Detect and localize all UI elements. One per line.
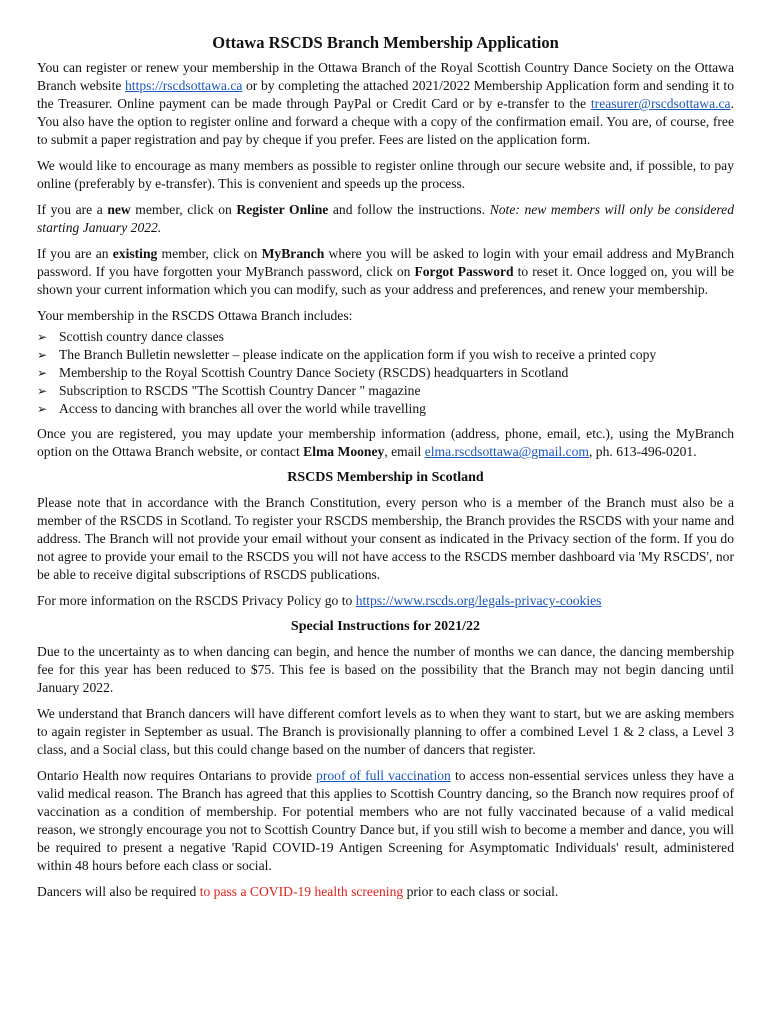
contact-name: Elma Mooney	[303, 444, 385, 459]
includes-intro: Your membership in the RSCDS Ottawa Branch includes:	[37, 308, 353, 323]
mybranch-label: MyBranch	[261, 246, 325, 261]
special-paragraph-fee: Due to the uncertainty as to when dancing can begin, and hence the number of months we can dance, the dancing membership fee for this year has been reduced to $75. This fee is based on the possibility that the Branch may not begin dancing until January 2022.	[37, 644, 734, 695]
existing-member-paragraph	[37, 245, 734, 299]
treasurer-email-link[interactable]: treasurer@rscdsottawa.ca	[590, 96, 731, 111]
intro-text: You can register or renew your membership in the Ottawa Branch of the Royal Scottish Country Dance Society on the Ottawa Branch website	[37, 60, 734, 93]
screening-text: Dancers will also be required	[37, 884, 200, 899]
vaccination-text: Ontario Health now requires Ontarians to provide	[37, 768, 317, 783]
screening-text: prior to each class or social.	[403, 884, 559, 899]
new-member-paragraph	[37, 201, 734, 237]
list-item	[37, 382, 734, 400]
intro-text: or by completing the attached 2021/2022 Membership Application form and sending it to the Treasurer. Online payment can be made through PayPal or Credit Card or by e-transfer to the	[37, 78, 735, 111]
arrow-bullet-icon: ➢	[37, 348, 48, 362]
new-member-text: member, click on	[130, 202, 237, 217]
list-item-text: Membership to the Royal Scottish Country Dance Society (RSCDS) headquarters in Scotland	[59, 365, 569, 380]
new-member-bold: new	[107, 202, 131, 217]
list-item	[37, 346, 734, 364]
contact-email-link[interactable]: elma.rscdsottawa@gmail.com	[424, 444, 589, 459]
existing-member-text: If you are an	[37, 246, 113, 261]
document-page	[37, 33, 734, 909]
list-item	[37, 400, 734, 418]
new-member-text: If you are a	[37, 202, 108, 217]
existing-member-text: where you will be asked to login with your email address and MyBranch password. If you have forgotten your MyBranch password, click on	[37, 246, 734, 279]
screening-paragraph	[37, 883, 734, 901]
includes-list	[37, 328, 734, 418]
health-screening-warning: to pass a COVID-19 health screening	[199, 884, 404, 899]
special-paragraph-classes: We understand that Branch dancers will have different comfort levels as to when they want to start, but we are asking members to again register in September as usual. The Branch is provisionally planning to offer a combined Level 1 & 2 class, a Level 3 class, and a Social class, but this could change based on the number of dancers that register.	[37, 706, 734, 757]
update-text: Once you are registered, you may update your membership information (address, phone, email, etc.), using the MyBranch option on the Ottawa Branch website, or contact	[37, 426, 734, 459]
update-text: , ph. 613-496-0201.	[589, 444, 697, 459]
list-item-text: Subscription to RSCDS "The Scottish Country Dancer " magazine	[59, 383, 421, 398]
scotland-paragraph: Please note that in accordance with the Branch Constitution, every person who is a member of the Branch must also be a member of the RSCDS in Scotland. To register your RSCDS membership, the Branch provides the RSCDS with your name and address. The Branch will not provide your email without your consent as indicated in the Privacy section of the form. If you do not agree to provide your email to the RSCDS you will not have access to the RSCDS member dashboard via 'My RSCDS', nor be able to receive digital subscriptions of RSCDS publications.	[37, 495, 734, 582]
list-item-text: Access to dancing with branches all over the world while travelling	[59, 401, 426, 416]
existing-bold: existing	[112, 246, 158, 261]
scotland-heading: RSCDS Membership in Scotland	[287, 470, 484, 485]
website-link[interactable]: https://rscdsottawa.ca	[125, 78, 243, 93]
arrow-bullet-icon: ➢	[37, 384, 48, 398]
privacy-policy-link[interactable]: https://www.rscds.org/legals-privacy-cookies	[355, 593, 602, 608]
intro-paragraph	[37, 59, 734, 149]
proof-of-vaccination-link[interactable]: proof of full vaccination	[316, 768, 451, 783]
existing-member-text: member, click on	[157, 246, 262, 261]
vaccination-paragraph	[37, 767, 734, 875]
arrow-bullet-icon: ➢	[37, 366, 48, 380]
update-info-paragraph	[37, 425, 734, 461]
new-member-text: and follow the instructions.	[328, 202, 490, 217]
forgot-password-label: Forgot Password	[414, 264, 514, 279]
privacy-paragraph	[37, 592, 734, 610]
page-title: Ottawa RSCDS Branch Membership Application	[212, 33, 559, 52]
list-item-text: The Branch Bulletin newsletter – please indicate on the application form if you wish to receive a printed copy	[59, 347, 657, 362]
register-online-label: Register Online	[236, 202, 329, 217]
list-item-text: Scottish country dance classes	[59, 329, 224, 344]
new-member-note: Note: new members will only be considered starting January 2022.	[37, 202, 735, 235]
existing-member-text: to reset it. Once logged on, you will be shown your current information which you can modify, such as your address and preferences, and renew your membership.	[37, 264, 735, 297]
privacy-text: For more information on the RSCDS Privacy Policy go to	[37, 593, 356, 608]
list-item	[37, 364, 734, 382]
intro-text: . You also have the option to register online and forward a cheque with a copy of the confirmation email. You are, of course, free to submit a paper registration and pay by cheque if you prefer. Fees are listed on the application form.	[37, 96, 734, 147]
encourage-paragraph: We would like to encourage as many members as possible to register online through our secure website and, if possible, to pay online (preferably by e-transfer). This is convenient and speeds up the process.	[37, 158, 734, 191]
vaccination-text: to access non-essential services unless they have a valid medical reason. The Branch has agreed that this applies to Scottish Country dancing, so the Branch now requires proof of vaccination as a condition of membership. For potential members who are not fully vaccinated because of a valid medical reason, we strongly encourage you not to Scottish Country Dance but, if you still wish to become a member and dance, you will be required to present a negative 'Rapid COVID-19 Antigen Screening for Asymptomatic Individuals' result, administered within 48 hours before each class or social.	[37, 768, 734, 873]
arrow-bullet-icon: ➢	[37, 402, 48, 416]
arrow-bullet-icon: ➢	[37, 330, 48, 344]
list-item	[37, 328, 734, 346]
special-instructions-heading: Special Instructions for 2021/22	[290, 619, 481, 634]
update-text: , email	[384, 444, 425, 459]
